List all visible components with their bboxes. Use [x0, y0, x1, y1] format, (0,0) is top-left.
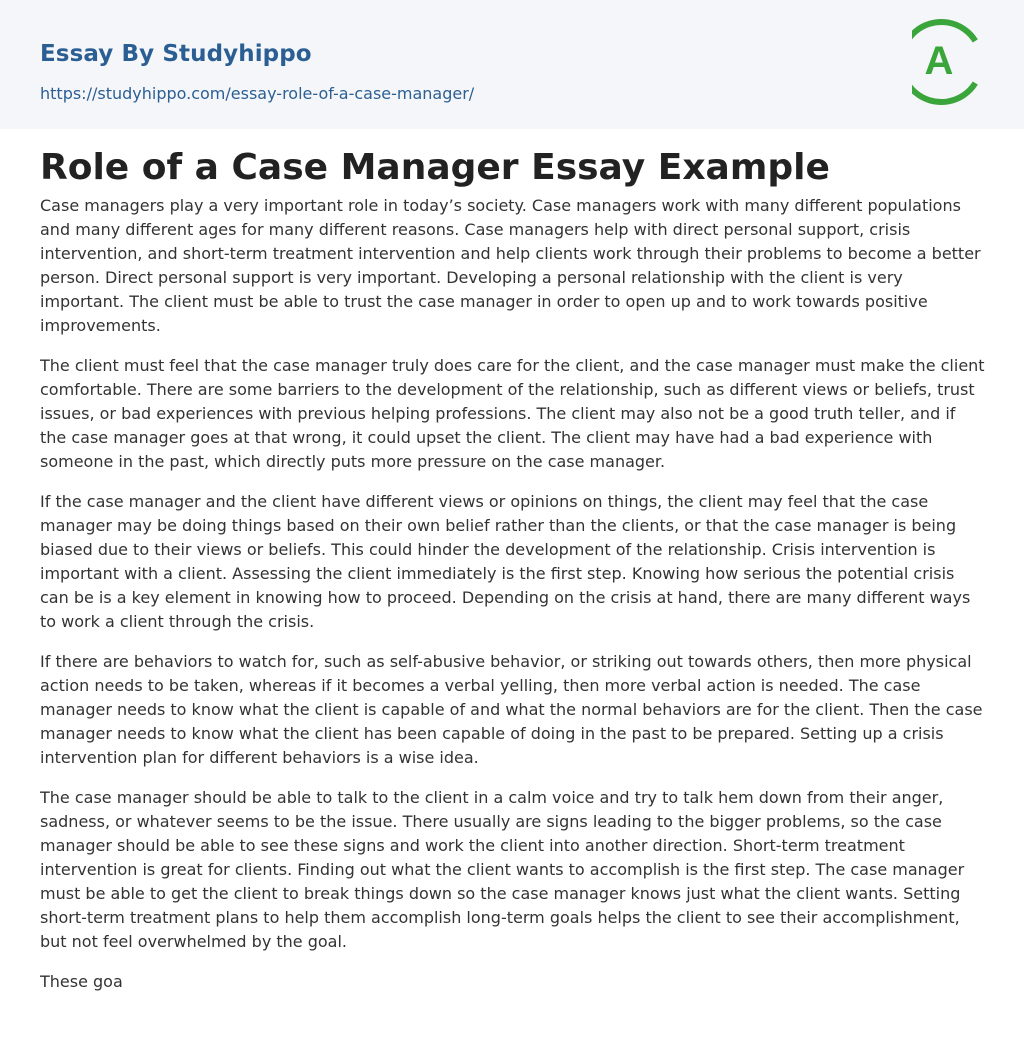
logo-icon: [912, 18, 986, 106]
site-brand[interactable]: Essay By Studyhippo: [40, 41, 312, 67]
source-url-link[interactable]: https://studyhippo.com/essay-role-of-a-case-manager/: [40, 84, 475, 103]
essay-paragraph-truncated: These goa: [40, 972, 123, 991]
essay-content: [40, 194, 985, 1010]
logo-letter: A: [924, 39, 954, 83]
page-title: Role of a Case Manager Essay Example: [40, 147, 830, 188]
essay-paragraph: The client must feel that the case manager truly does care for the client, and the case manager must make the client comfortable. There are some barriers to the development of the relationship, such as different views or beliefs, trust issues, or bad experiences with previous helping professions. The client may also not be a good truth teller, and if the case manager goes at that wrong, it could upset the client. The client may have had a bad experience with someone in the past, which directly puts more pressure on the case manager.: [40, 356, 985, 471]
essay-paragraph: If the case manager and the client have different views or opinions on things, the client may feel that the case manager may be doing things based on their own belief rather than the clients, or that the case manager is being biased due to their views or beliefs. This could hinder the development of the relationship. Crisis intervention is important with a client. Assessing the client immediately is the first step. Knowing how serious the potential crisis can be is a key element in knowing how to proceed. Depending on the crisis at hand, there are many different ways to work a client through the crisis.: [40, 492, 971, 631]
essay-paragraph: The case manager should be able to talk to the client in a calm voice and try to talk hem down from their anger, sadness, or whatever seems to be the issue. There usually are signs leading to the bigger problems, so the case manager should be able to see these signs and work the client into another direction. Short-term treatment intervention is great for clients. Finding out what the client wants to accomplish is the first step. The case manager must be able to get the client to break things down so the case manager knows just what the client wants. Setting short-term treatment plans to help them accomplish long-term goals helps the client to see their accomplishment, but not feel overwhelmed by the goal.: [40, 788, 965, 951]
essay-paragraph: Case managers play a very important role in today’s society. Case managers work with many different populations and many different ages for many different reasons. Case managers help with direct personal support, crisis intervention, and short-term treatment intervention and help clients work through their problems to become a better person. Direct personal support is very important. Developing a personal relationship with the client is very important. The client must be able to trust the case manager in order to open up and to work towards positive improvements.: [40, 196, 981, 335]
essay-paragraph: If there are behaviors to watch for, such as self-abusive behavior, or striking out towards others, then more physical action needs to be taken, whereas if it becomes a verbal yelling, then more verbal action is needed. The case manager needs to know what the client is capable of and what the normal behaviors are for the client. Then the case manager needs to know what the client has been capable of doing in the past to be prepared. Setting up a crisis intervention plan for different behaviors is a wise idea.: [40, 652, 983, 767]
site-header: [0, 0, 1024, 129]
